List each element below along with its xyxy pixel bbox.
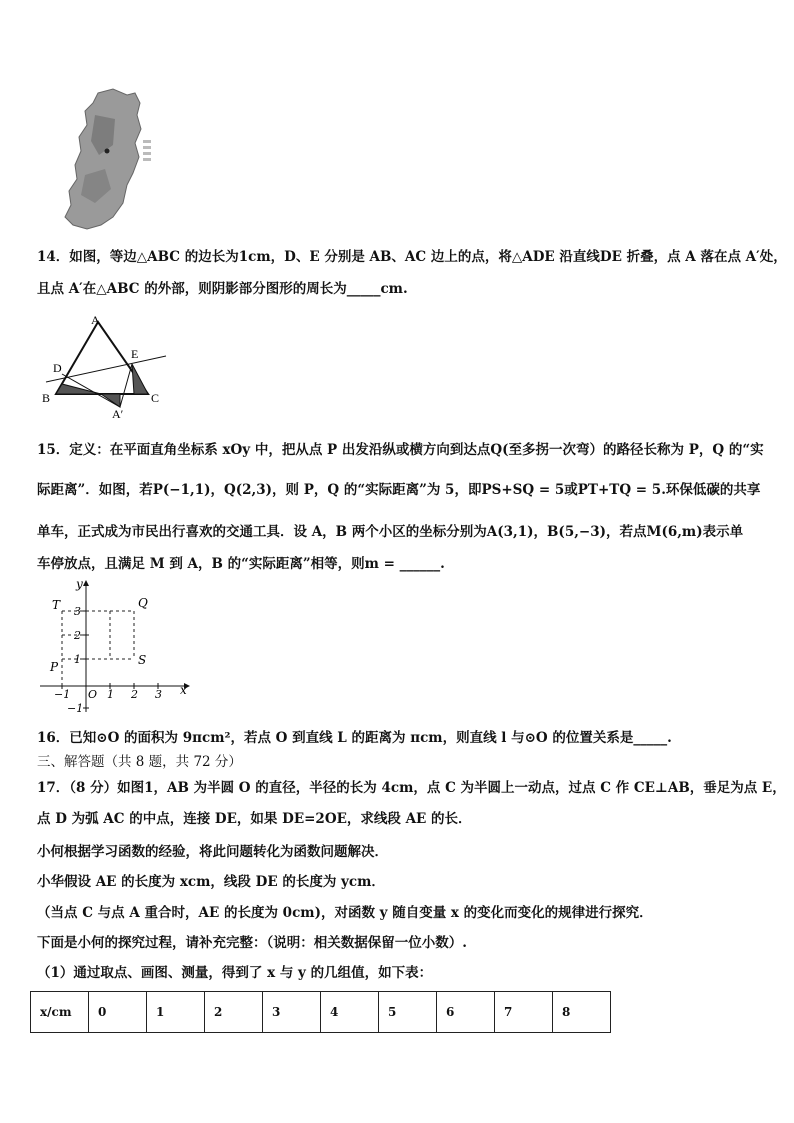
q17-xy-table xyxy=(30,991,611,1033)
table-cell: 2 xyxy=(205,992,263,1033)
table-cell: 5 xyxy=(379,992,437,1033)
q15-point-q: Q xyxy=(138,596,148,610)
q14-text-line1: 14．如图，等边△ABC 的边长为1cm，D、E 分别是 AB、AC 边上的点，将△ADE 沿直线DE 折叠，点 A 落在点 A′处， xyxy=(37,249,787,265)
q15-ytick-1: 1 xyxy=(74,653,81,666)
q14-label-b: B xyxy=(42,391,51,405)
q14-label-c: C xyxy=(151,391,160,405)
table-cell: 7 xyxy=(495,992,553,1033)
q15-ytick-3: 3 xyxy=(74,605,81,618)
q15-text-line4: 车停放点，且满足 M 到 A，B 的“实际距离”相等，则m = ______. xyxy=(37,556,445,572)
table-cell: 3 xyxy=(263,992,321,1033)
q17-text-line1: 17．（8 分）如图1，AB 为半圆 O 的直径，半径的长为 4cm，点 C 为半圆上一动点，过点 C 作 CE⊥AB，垂足为点 E， xyxy=(37,780,786,796)
q15-text-line3: 单车，正式成为市民出行喜欢的交通工具．设 A，B 两个小区的坐标分别为A(3,1)，B(5,−3)，若点M(6,m)表示单 xyxy=(37,524,744,540)
q17-text-line6: 下面是小何的探究过程，请补充完整：（说明：相关数据保留一位小数）. xyxy=(37,935,467,951)
q15-coordinate-graph xyxy=(34,576,199,716)
table-cell: 1 xyxy=(147,992,205,1033)
q15-ytick-2: 2 xyxy=(74,629,81,642)
map-image xyxy=(55,85,170,235)
q14-label-e: E xyxy=(131,347,139,361)
q15-text-line2: 际距离”．如图，若P(−1,1)，Q(2,3)，则 P，Q 的“实际距离”为 5，即PS+SQ = 5或PT+TQ = 5.环保低碳的共享 xyxy=(37,482,761,498)
q14-label-a: A xyxy=(91,313,100,327)
q15-xtick-3: 3 xyxy=(155,688,162,701)
q15-xtick-2: 2 xyxy=(131,688,138,701)
q15-axis-y-label: y xyxy=(76,577,83,591)
q15-point-s: S xyxy=(138,653,147,667)
q15-point-t: T xyxy=(52,598,61,612)
q15-text-line1: 15．定义：在平面直角坐标系 xOy 中，把从点 P 出发沿纵或横方向到达点Q(至多拐一次弯）的路径长称为 P，Q 的“实 xyxy=(37,442,764,458)
table-cell: 4 xyxy=(321,992,379,1033)
q14-label-d: D xyxy=(53,361,62,375)
q15-xtick-1: 1 xyxy=(107,688,114,701)
q16-text-line1: 16．已知⊙O 的面积为 9πcm²，若点 O 到直线 L 的距离为 πcm，则直线 l 与⊙O 的位置关系是_____. xyxy=(37,730,672,746)
q14-text-line2: 且点 A′在△ABC 的外部，则阴影部分图形的周长为_____cm. xyxy=(37,281,408,297)
table-cell: 6 xyxy=(437,992,495,1033)
q17-text-line4: 小华假设 AE 的长度为 xcm，线段 DE 的长度为 ycm． xyxy=(37,874,385,890)
table-cell: 0 xyxy=(89,992,147,1033)
table-header-cell: x/cm xyxy=(31,992,89,1033)
q17-text-line2: 点 D 为弧 AC 的中点，连接 DE，如果 DE=2OE，求线段 AE 的长． xyxy=(37,811,472,827)
q15-ytick-neg1: −1 xyxy=(67,702,84,715)
q15-point-p: P xyxy=(50,660,59,674)
q15-axis-x-label: x xyxy=(180,683,187,697)
table-row xyxy=(31,992,611,1033)
q17-text-line3: 小何根据学习函数的经验，将此问题转化为函数问题解决． xyxy=(37,844,388,860)
q15-xtick-neg1: −1 xyxy=(54,688,71,701)
q14-label-a-prime: A′ xyxy=(112,407,124,421)
q17-text-line7: （1）通过取点、画图、测量，得到了 x 与 y 的几组值，如下表： xyxy=(37,965,433,981)
table-cell: 8 xyxy=(553,992,611,1033)
q15-origin-label: O xyxy=(88,688,98,701)
q14-triangle-figure xyxy=(38,312,173,422)
q17-text-line5: （当点 C 与点 A 重合时，AE 的长度为 0cm)，对函数 y 随自变量 x 的变化而变化的规律进行探究． xyxy=(37,905,653,921)
section-3-title: 三、解答题（共 8 题，共 72 分） xyxy=(37,754,242,770)
